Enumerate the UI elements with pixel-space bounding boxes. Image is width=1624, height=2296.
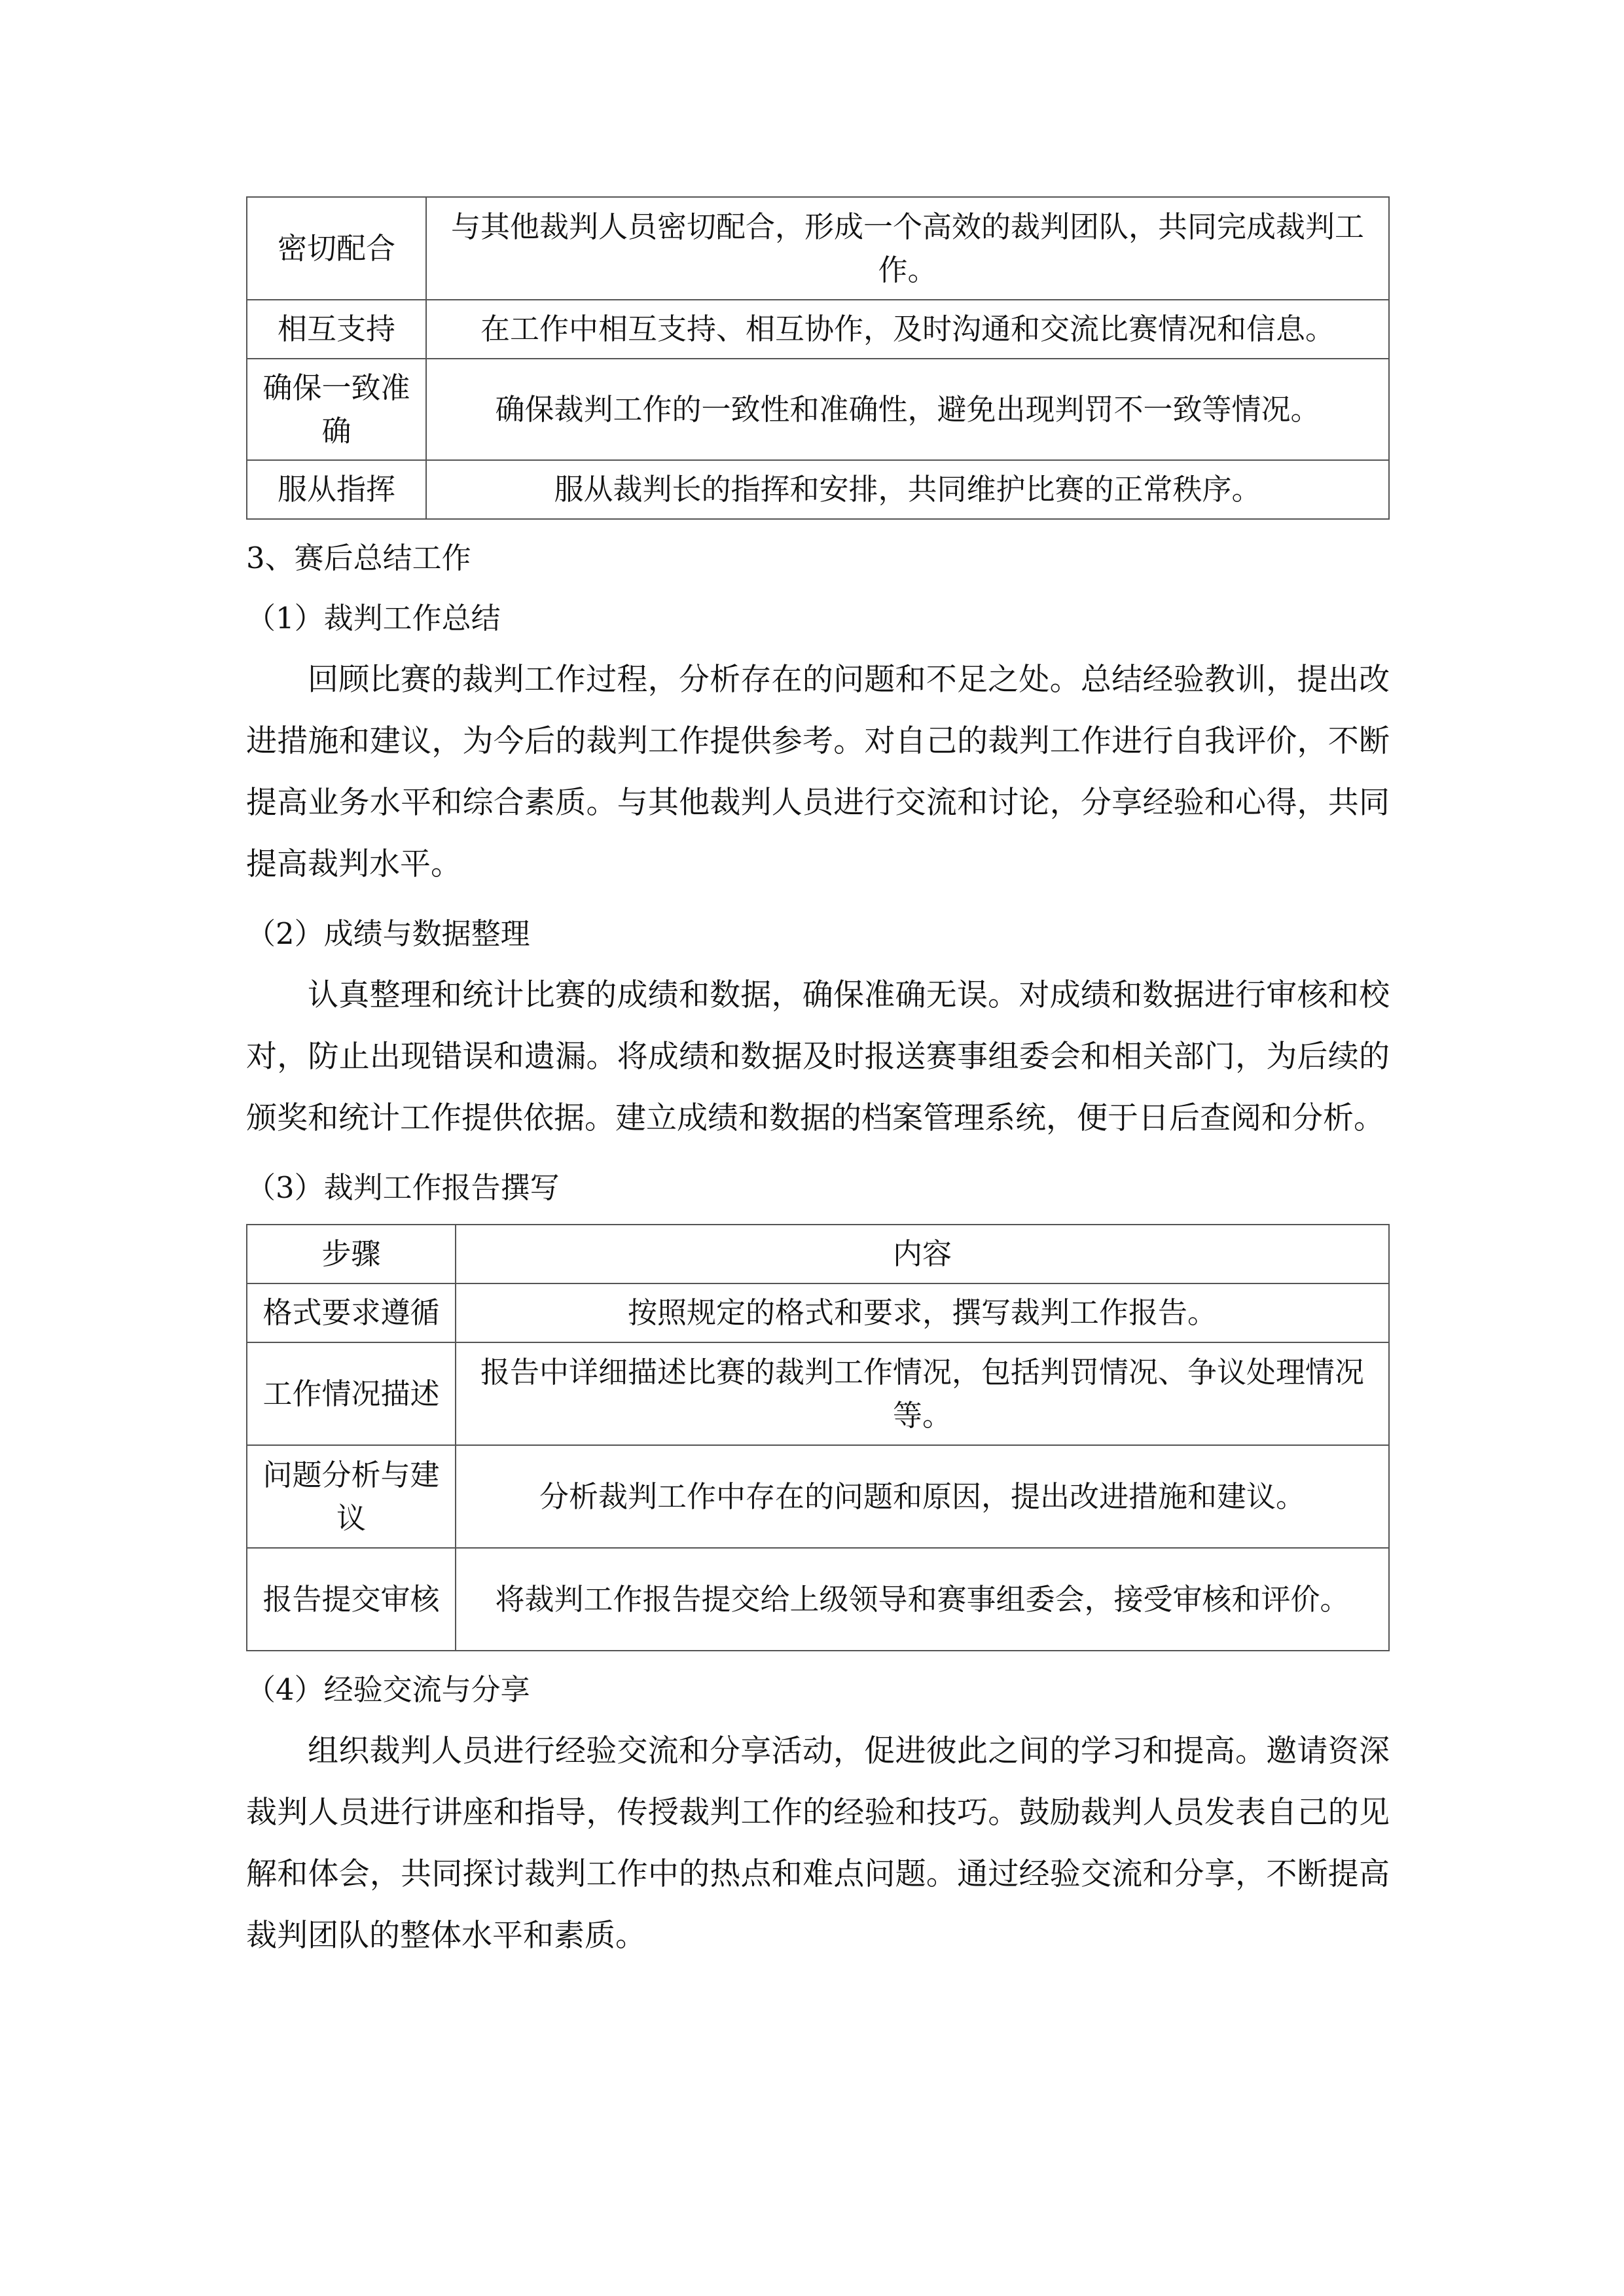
table-row [247,1548,1389,1651]
table-row [247,460,1389,519]
table-cell-key: 服从指挥 [247,460,426,519]
table-cell-value: 服从裁判长的指挥和安排，共同维护比赛的正常秩序。 [426,460,1389,519]
subsection-heading: （3）裁判工作报告撰写 [246,1170,560,1205]
table-header-cell: 步骤 [247,1225,456,1283]
table-cell-key: 报告提交审核 [247,1548,456,1651]
paragraph: 认真整理和统计比赛的成绩和数据，确保准确无误。对成绩和数据进行审核和校对，防止出现错误和遗漏。将成绩和数据及时报送赛事组委会和相关部门，为后续的颁奖和统计工作提供依据。建立成绩和数据的档案管理系统，便于日后查阅和分析。 [246,977,1390,1136]
table-row [247,1283,1389,1342]
table-cell-key: 确保一致准确 [247,359,426,460]
table-cell-key: 问题分析与建议 [247,1445,456,1548]
document-page [246,196,1390,1967]
referee-cooperation-table [246,196,1390,520]
table-cell-key: 密切配合 [247,197,426,300]
paragraph: 组织裁判人员进行经验交流和分享活动，促进彼此之间的学习和提高。邀请资深裁判人员进行讲座和指导，传授裁判工作的经验和技巧。鼓励裁判人员发表自己的见解和体会，共同探讨裁判工作中的热点和难点问题。通过经验交流和分享，不断提高裁判团队的整体水平和素质。 [246,1733,1390,1954]
table-row [247,1342,1389,1445]
table-cell-value: 报告中详细描述比赛的裁判工作情况，包括判罚情况、争议处理情况等。 [456,1342,1389,1445]
table-row [247,359,1389,460]
table-cell-value: 与其他裁判人员密切配合，形成一个高效的裁判团队，共同完成裁判工作。 [426,197,1389,300]
table-cell-key: 格式要求遵循 [247,1283,456,1342]
subsection-heading: （2）成绩与数据整理 [246,916,530,951]
subsection-heading: （4）经验交流与分享 [246,1672,530,1707]
table-cell-value: 确保裁判工作的一致性和准确性，避免出现判罚不一致等情况。 [426,359,1389,460]
table-header-row [247,1225,1389,1283]
table-row [247,1445,1389,1548]
table-cell-value: 按照规定的格式和要求，撰写裁判工作报告。 [456,1283,1389,1342]
table-cell-key: 相互支持 [247,300,426,359]
table-cell-key: 工作情况描述 [247,1342,456,1445]
table-cell-value: 在工作中相互支持、相互协作，及时沟通和交流比赛情况和信息。 [426,300,1389,359]
table-row [247,197,1389,300]
report-writing-table [246,1224,1390,1651]
table-cell-value: 分析裁判工作中存在的问题和原因，提出改进措施和建议。 [456,1445,1389,1548]
subsection-heading: （1）裁判工作总结 [246,601,501,636]
table-row [247,300,1389,359]
paragraph: 回顾比赛的裁判工作过程，分析存在的问题和不足之处。总结经验教训，提出改进措施和建议，为今后的裁判工作提供参考。对自己的裁判工作进行自我评价，不断提高业务水平和综合素质。与其他裁判人员进行交流和讨论，分享经验和心得，共同提高裁判水平。 [246,662,1390,882]
section-heading: 3、赛后总结工作 [246,541,471,575]
table-cell-value: 将裁判工作报告提交给上级领导和赛事组委会，接受审核和评价。 [456,1548,1389,1651]
table-header-cell: 内容 [456,1225,1389,1283]
